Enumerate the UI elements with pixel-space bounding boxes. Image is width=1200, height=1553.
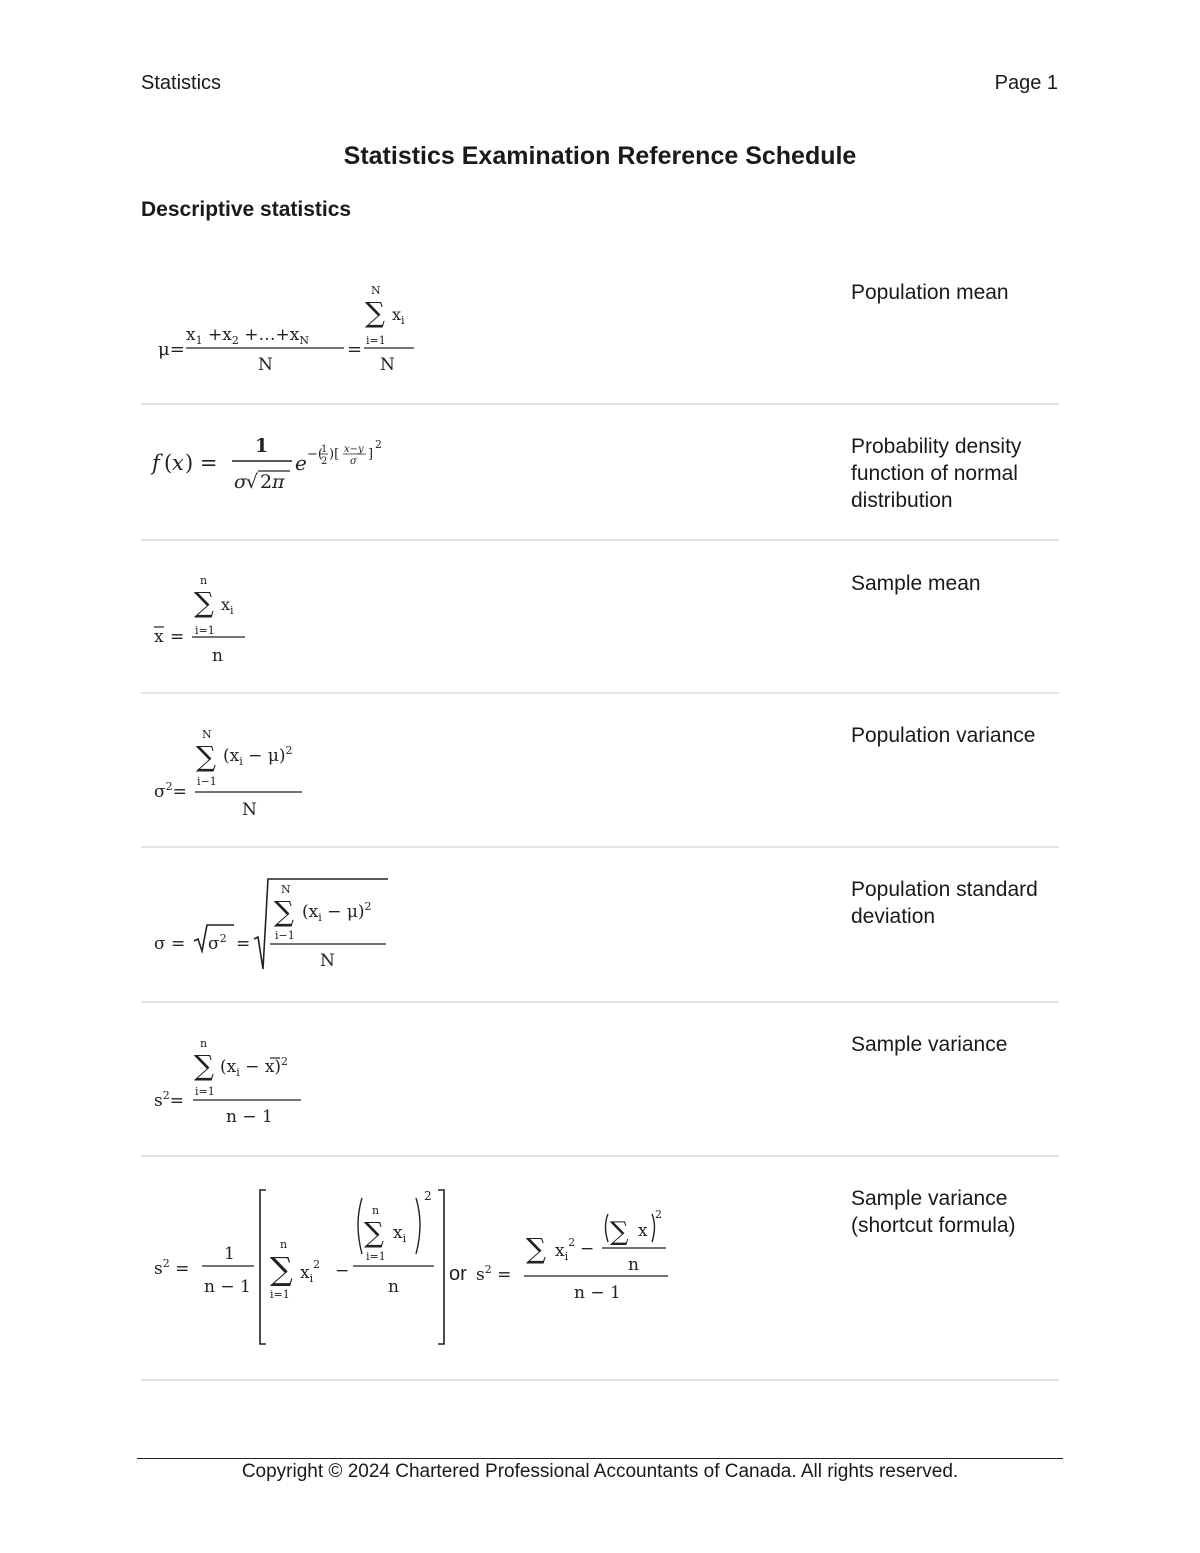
svg-text:N: N	[202, 728, 212, 741]
description-population-variance: Population variance	[851, 724, 1036, 747]
row-divider	[141, 692, 1059, 694]
svg-text:μ=: μ=	[158, 339, 185, 360]
description-normal-pdf: Probability density function of normal distribution	[851, 435, 1022, 512]
svg-text:n: n	[280, 1238, 288, 1251]
svg-text:n: n	[212, 646, 223, 666]
svg-text:=: =	[236, 934, 251, 954]
svg-text:σ: σ	[350, 456, 357, 467]
row-divider	[141, 403, 1059, 405]
svg-text:−(: −(	[307, 447, 323, 462]
svg-text:∑: ∑	[526, 1232, 546, 1265]
svg-text:N: N	[371, 284, 381, 297]
svg-text:σ: σ	[234, 471, 247, 493]
row-divider	[141, 539, 1059, 541]
svg-text:(: (	[164, 451, 173, 475]
svg-text:xi2: $x_i^2$	[555, 1236, 576, 1263]
svg-text:(xi − μ)2: $(x_i - \mu)^2$	[223, 744, 293, 768]
page-number: Page 1	[994, 72, 1058, 94]
svg-text:∑: ∑	[364, 1216, 384, 1249]
svg-text:x: x	[172, 451, 184, 475]
svg-text:1: 1	[321, 444, 328, 455]
svg-text:)[: )[	[329, 447, 340, 462]
svg-text:e: e	[295, 451, 307, 475]
row-divider	[141, 1379, 1059, 1381]
svg-text:σ2: $\sigma^2$	[208, 932, 227, 954]
svg-text:∑: ∑	[274, 895, 294, 928]
svg-text:=: =	[170, 627, 185, 647]
description-population-mean: Population mean	[851, 281, 1009, 304]
svg-text:(xi − x)2: $(x_i - x)^2$	[220, 1055, 289, 1079]
svg-text:x: x	[154, 627, 164, 647]
svg-text:n − 1: n − 1	[226, 1107, 273, 1127]
row-divider	[141, 1001, 1059, 1003]
svg-text:) =: ) =	[185, 451, 218, 475]
svg-text:n − 1: n − 1	[204, 1277, 251, 1297]
svg-text:N: N	[380, 355, 395, 375]
svg-text:s2 =: $s^2$ =	[154, 1257, 190, 1279]
svg-text:n: n	[200, 1037, 208, 1050]
svg-text:∑: ∑	[610, 1217, 629, 1247]
svg-text:∑: ∑	[196, 740, 216, 773]
svg-text:i=1: i=1	[195, 1085, 215, 1098]
svg-text:xi: $x_i$	[221, 595, 234, 617]
svg-text:N: N	[320, 951, 335, 971]
svg-text:s2=: $s^2=$	[154, 1089, 184, 1111]
svg-text:i=1: i=1	[366, 334, 386, 347]
svg-text:2: 2	[424, 1189, 432, 1203]
formula-sample-variance-shortcut	[150, 1184, 680, 1354]
svg-text:1: 1	[255, 435, 269, 457]
svg-text:√: √	[246, 471, 259, 493]
svg-text:]: ]	[368, 447, 374, 462]
formula-sample-variance	[150, 1034, 350, 1134]
svg-text:2: 2	[321, 456, 328, 467]
svg-text:1: 1	[224, 1244, 235, 1264]
formula-normal-pdf	[150, 428, 430, 503]
svg-text:σ =: σ =	[154, 934, 186, 954]
svg-text:∑: ∑	[194, 1049, 214, 1082]
footer-divider	[137, 1458, 1063, 1459]
row-divider	[141, 846, 1059, 848]
svg-text:∑: ∑	[194, 586, 214, 619]
svg-text:n: n	[200, 574, 208, 587]
svg-text:−: −	[580, 1239, 595, 1259]
svg-text:=: =	[347, 339, 363, 360]
description-sample-variance-shortcut: Sample variance (shortcut formula)	[851, 1187, 1016, 1237]
page-header-left: Statistics	[141, 72, 222, 94]
svg-text:N: N	[281, 883, 291, 896]
svg-text:x−y: x−y	[344, 444, 364, 455]
svg-text:x: x	[638, 1221, 648, 1241]
svg-text:2: 2	[655, 1208, 662, 1221]
svg-text:s2 =: $s^2$ =	[476, 1263, 512, 1285]
svg-text:∑: ∑	[270, 1250, 293, 1288]
svg-text:xi2: $x_i^2$	[300, 1258, 321, 1285]
svg-text:xi: $x_i$	[392, 305, 405, 327]
svg-text:π: π	[272, 471, 285, 493]
svg-text:N: N	[258, 355, 273, 375]
svg-text:2: 2	[375, 438, 382, 451]
svg-text:n: n	[388, 1277, 399, 1297]
svg-text:n: n	[628, 1255, 639, 1275]
document-title: Statistics Examination Reference Schedule	[343, 142, 857, 170]
svg-text:i−1: i−1	[197, 775, 217, 788]
svg-text:n − 1: n − 1	[574, 1283, 621, 1303]
description-population-sd: Population standard deviation	[851, 878, 1038, 928]
row-divider	[141, 1155, 1059, 1157]
formula-population-variance	[150, 723, 350, 823]
svg-text:i=1: i=1	[195, 624, 215, 637]
description-sample-mean: Sample mean	[851, 572, 981, 595]
svg-text:i−1: i−1	[275, 929, 295, 942]
description-sample-variance: Sample variance	[851, 1033, 1008, 1056]
svg-text:or: or	[449, 1263, 467, 1285]
svg-text:n: n	[372, 1204, 380, 1217]
svg-text:i=1: i=1	[366, 1250, 386, 1263]
svg-text:i=1: i=1	[270, 1288, 290, 1301]
svg-text:f: f	[152, 451, 160, 475]
svg-text:∑: ∑	[365, 296, 385, 329]
formula-sample-mean	[150, 570, 270, 670]
svg-text:x1 +x2 +…+xN: $x_1 +x_2$ $+\dots+x_N$	[186, 325, 309, 347]
copyright-notice: Copyright © 2024 Chartered Professional Accountants of Canada. All rights reserved.	[241, 1461, 959, 1482]
svg-text:(xi − μ)2: $(x_i - \mu)^2$	[302, 900, 372, 924]
svg-text:N: N	[242, 800, 257, 820]
svg-text:σ2=: $\sigma^2=$	[154, 780, 187, 802]
formula-population-sd	[150, 873, 410, 973]
svg-text:−: −	[335, 1261, 350, 1281]
section-heading: Descriptive statistics	[141, 198, 352, 221]
svg-text:2: 2	[260, 471, 273, 493]
svg-text:xi: $x_i$	[393, 1223, 407, 1245]
formula-population-mean	[150, 278, 430, 378]
